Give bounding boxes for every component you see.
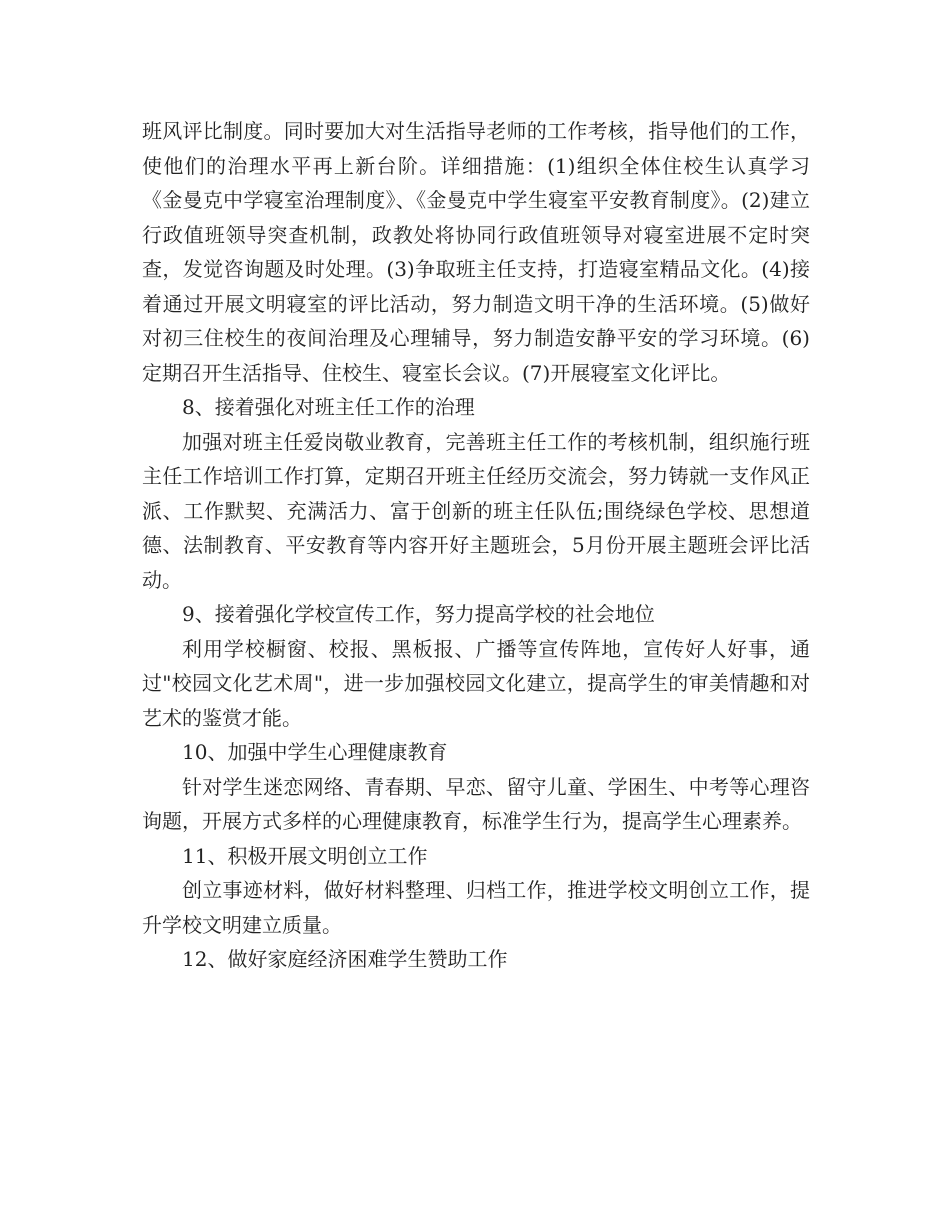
heading-9-publicity-work: 9、接着强化学校宣传工作，努力提高学校的社会地位 — [182, 602, 655, 626]
paragraph-head-teacher-work: 加强对班主任爱岗敬业教育，完善班主任工作的考核机制，组织施行班主任工作培训工作打算，定期召开班主任经历交流会，努力铸就一支作风正派、工作默契、充满活力、富于创新的班主任队伍;围绕绿色学校、思想道德、法制教育、平安教育等内容开好主题班会，5月份开展主题班会评比活动。 — [142, 429, 810, 592]
paragraph-mental-health: 针对学生迷恋网络、青春期、早恋、留守儿童、学困生、中考等心理咨询题，开展方式多样的心理健康教育，标准学生行为，提高学生心理素养。 — [142, 774, 810, 833]
paragraph-dormitory-measures: 班风评比制度。同时要加大对生活指导老师的工作考核，指导他们的工作，使他们的治理水平再上新台阶。详细措施：(1)组织全体住校生认真学习《金曼克中学寝室治理制度》、《金曼克中学生寝室平安教育制度》。(2)建立行政值班领导突查机制，政教处将协同行政值班领导对寝室进展不定时突查，发觉咨询题及时处理。(3)争取班主任支持，打造寝室精品文化。(4)接着通过开展文明寝室的评比活动，努力制造文明干净的生活环境。(5)做好对初三住校生的夜间治理及心理辅导，努力制造安静平安的学习环境。(6)定期召开生活指导、住校生、寝室长会议。(7)开展寝室文化评比。 — [142, 119, 810, 385]
heading-10-mental-health: 10、加强中学生心理健康教育 — [182, 740, 448, 764]
heading-12-financial-aid: 12、做好家庭经济困难学生赞助工作 — [182, 947, 508, 971]
paragraph-publicity-work: 利用学校橱窗、校报、黑板报、广播等宣传阵地，宣传好人好事，通过"校园文化艺术周"，进一步加强校园文化建立，提高学生的审美情趣和对艺术的鉴赏才能。 — [142, 636, 810, 730]
document-body — [142, 114, 810, 977]
paragraph-civilization-creation: 创立事迹材料，做好材料整理、归档工作，推进学校文明创立工作，提升学校文明建立质量。 — [142, 878, 810, 937]
heading-8-head-teacher-management: 8、接着强化对班主任工作的治理 — [182, 395, 475, 419]
heading-11-civilization-creation: 11、积极开展文明创立工作 — [182, 843, 428, 868]
